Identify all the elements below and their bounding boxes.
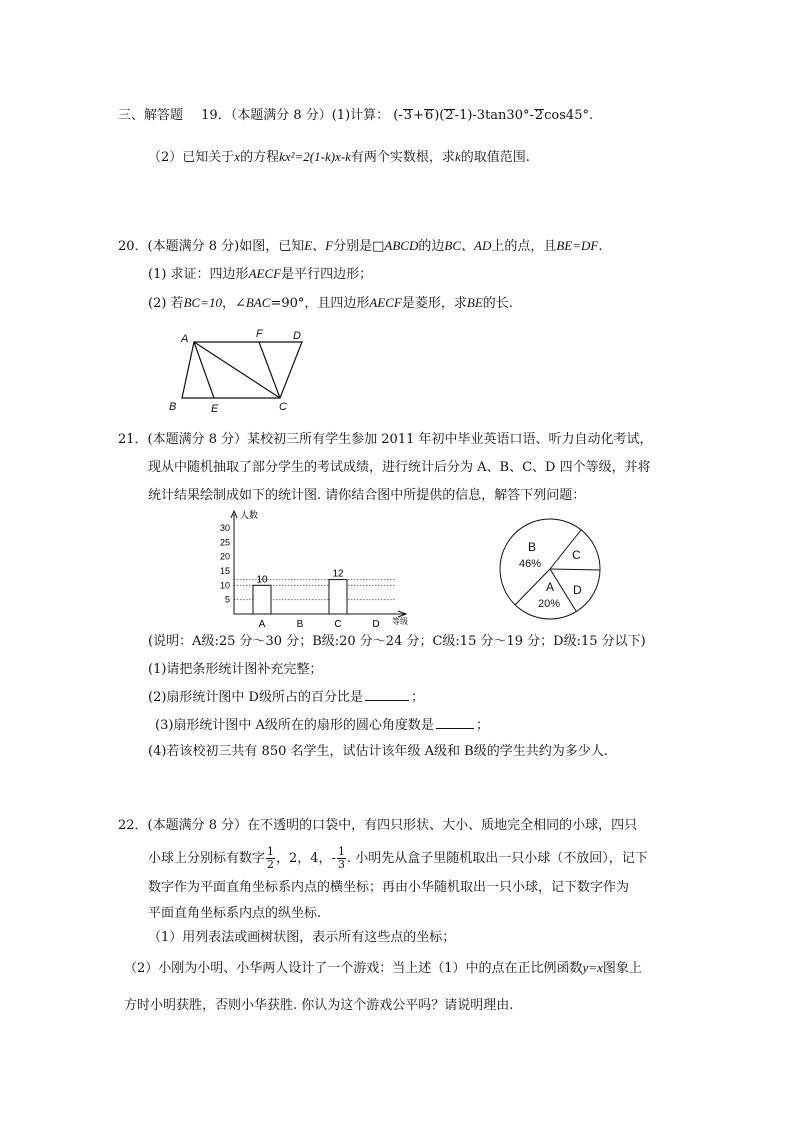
q21-sub2: (2)扇形统计图中 D级所占的百分比是 ； [148, 690, 424, 705]
q20-line1: 20．(本题满分 8 分)如图，已知E、F分别是□ABCD的边BC、AD上的点，且BE=DF. [118, 238, 603, 254]
point-b-label: B [169, 401, 177, 413]
q22-line5: （1）用列表法或画树状图，表示所有这些点的坐标； [148, 930, 456, 945]
bar-a [253, 585, 271, 614]
point-a-label: A [181, 333, 189, 345]
segment-ac [194, 342, 280, 398]
q22-line6: （2）小刚为小明、小华两人设计了一个游戏：当上述（1）中的点在正比例函数y=x图象上 [124, 960, 642, 976]
point-f-label: F [256, 328, 263, 340]
x-tick-label-b: B [296, 619, 304, 628]
q21-line1: 21．(本题满分 8 分）某校初三所有学生参加 2011 年初中毕业英语口语、听力自动化考试， [118, 432, 653, 447]
y-tick-label: 10 [219, 580, 230, 591]
pie-label-a: A [546, 580, 555, 594]
segment-fc [259, 342, 280, 398]
point-d-label: D [293, 330, 301, 342]
bar-value-label-c: 12 [332, 568, 344, 580]
q21-sub1: (1)请把条形统计图补充完整； [148, 662, 323, 677]
q21-sub3: (3)扇形统计图中 A级所在的扇形的圆心角度数是 ； [155, 718, 489, 733]
q19-line1 [118, 106, 593, 126]
q22-line7: 方时小明获胜，否则小华获胜. 你认为这个游戏公平吗？请说明理由. [124, 998, 514, 1013]
y-tick-label: 25 [219, 537, 230, 548]
q20-part2: (2) 若BC=10，∠BAC=90°，且四边形AECF是菱形，求BE的长. [148, 295, 513, 311]
x-tick-label-d: D [372, 619, 380, 628]
bar-value-label-a: 10 [256, 574, 268, 586]
y-tick-label: 20 [219, 551, 230, 562]
pie-chart [496, 514, 606, 624]
q20-part1: (1) 求证：四边形AECF是平行四边形； [148, 266, 373, 282]
x-axis-label: 等级 [392, 617, 408, 626]
y-axis-label: 人数 [240, 510, 259, 520]
q22-line2: 小球上分别标有数字 $\frac{1}{2}$ ，2，4，- $\frac{1}{3}$ . 小明先从盒子里随机取出一只小球（不放回），记下 [148, 845, 648, 871]
x-tick-label-a: A [258, 619, 266, 628]
parallelogram-abcd [182, 342, 302, 398]
q19-head: 19．（本题满分 8 分）(1)计算： [201, 108, 390, 123]
y-tick-label: 5 [224, 594, 230, 605]
answer-blank-a-angle[interactable] [436, 716, 474, 729]
section-title: 三、解答题 [118, 108, 184, 123]
y-tick-label: 15 [219, 566, 230, 576]
pie-value-a: 20% [538, 598, 561, 610]
q21-line3: 统计结果绘制成如下的统计图. 请你结合图中所提供的信息，解答下列问题： [148, 488, 586, 503]
q21-line2: 现从中随机抽取了部分学生的考试成绩，进行统计后分为 A、B、C、D 四个等级，并将 [148, 460, 651, 475]
pie-label-b: B [528, 540, 537, 554]
q22-line4: 平面直角坐标系内点的纵坐标. [148, 906, 322, 921]
pie-divider-cd [550, 569, 600, 570]
q22-line1: 22．(本题满分 8 分）在不透明的口袋中，有四只形状、大小、质地完全相同的小球，四只 [118, 818, 638, 833]
segment-ae [194, 342, 214, 398]
bar-c [329, 580, 347, 614]
parallelogram-figure [160, 322, 320, 418]
point-e-label: E [211, 403, 219, 415]
bar-chart [200, 506, 420, 628]
answer-blank-d-percent[interactable] [365, 688, 409, 701]
pie-label-d: D [573, 583, 582, 597]
fraction-half: $\frac{1}{2}$ [267, 845, 275, 871]
q19-expr: (-3+6)(2-1)-3tan30°-2cos45°. [393, 108, 594, 123]
fraction-third: $\frac{1}{3}$ [337, 845, 345, 871]
x-tick-label-c: C [334, 619, 342, 628]
point-c-label: C [279, 401, 287, 413]
q21-sub4: (4)若该校初三共有 850 名学生，试估计该年级 A级和 B级的学生共约为多少人. [148, 744, 608, 759]
q22-line3: 数字作为平面直角坐标系内点的横坐标；再由小华随机取出一只小球，记下数字作为 [148, 880, 630, 895]
pie-value-b: 46% [519, 558, 542, 570]
y-tick-label: 30 [219, 523, 230, 533]
pie-label-c: C [572, 548, 581, 562]
q21-note: (说明：A级:25 分～30 分；B级:20 分～24 分；C级:15 分～19 分；D级:15 分以下) [148, 634, 646, 649]
q19-line2: （2）已知关于x的方程kx²=2(1-k)x-k有两个实数根，求k的取值范围. [148, 149, 530, 165]
